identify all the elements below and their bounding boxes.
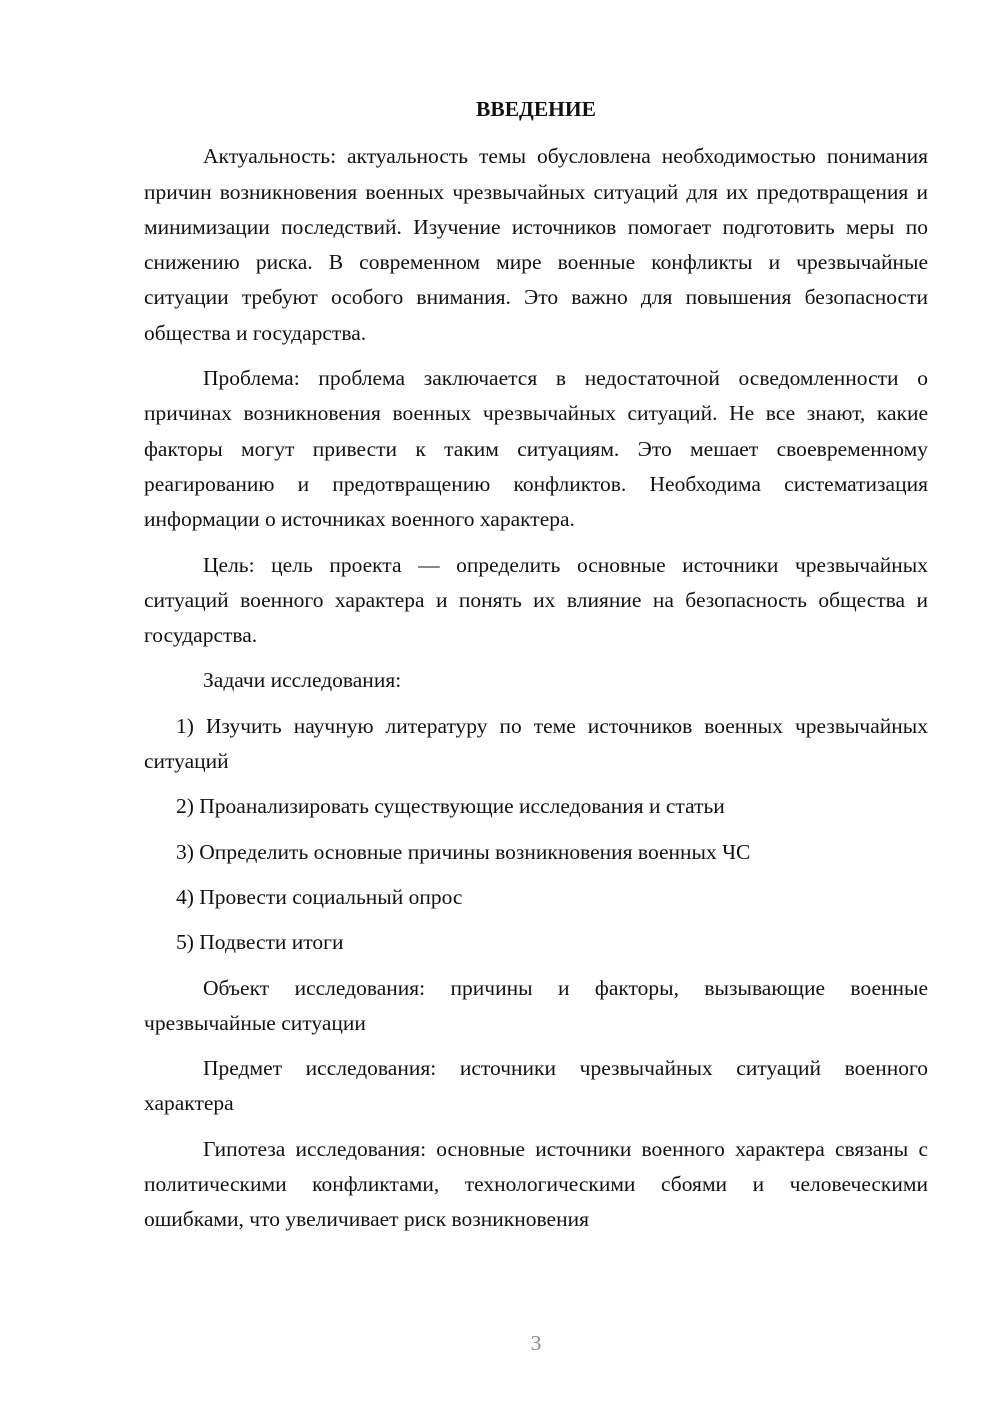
paragraph-problem: Проблема: проблема заключается в недостаточной осведомленности о причинах возникновения военных чрезвычайных ситуаций. Не все знают, какие факторы могут привести к таким ситуациям. Это мешает своевременному реагированию и предотвращению конфликтов. Необходима систематизация информации о источниках военного характера.	[144, 366, 928, 532]
task-item-2: 2) Проанализировать существующие исследования и статьи	[176, 794, 725, 819]
page-title: ВВЕДЕНИЕ	[476, 97, 596, 121]
tasks-heading: Задачи исследования:	[203, 668, 402, 693]
page-number: 3	[530, 1331, 542, 1355]
paragraph-relevance: Актуальность: актуальность темы обусловлена необходимостью понимания причин возникновения военных чрезвычайных ситуаций для их предотвращения и минимизации последствий. Изучение источников помогает подготовить меры по снижению риска. В современном мире военные конфликты и чрезвычайные ситуации требуют особого внимания. Это важно для повышения безопасности общества и государства.	[144, 144, 928, 345]
paragraph-object: Объект исследования: причины и факторы, вызывающие военные чрезвычайные ситуации	[144, 975, 928, 1035]
task-item-5: 5) Подвести итоги	[176, 930, 344, 955]
paragraph-subject: Предмет исследования: источники чрезвычайных ситуаций военного характера	[144, 1056, 928, 1116]
paragraph-goal: Цель: цель проекта — определить основные источники чрезвычайных ситуаций военного характера и понять их влияние на безопасность общества и государства.	[144, 552, 928, 648]
task-item-3: 3) Определить основные причины возникновения военных ЧС	[176, 839, 751, 864]
paragraph-hypothesis: Гипотеза исследования: основные источники военного характера связаны с политическими конфликтами, технологическими сбоями и человеческими ошибками, что увеличивает риск возникновения	[144, 1136, 928, 1232]
task-item-4: 4) Провести социальный опрос	[176, 884, 463, 909]
task-item-1: 1) Изучить научную литературу по теме источников военных чрезвычайных ситуаций	[144, 713, 928, 774]
document-body	[144, 92, 928, 1248]
